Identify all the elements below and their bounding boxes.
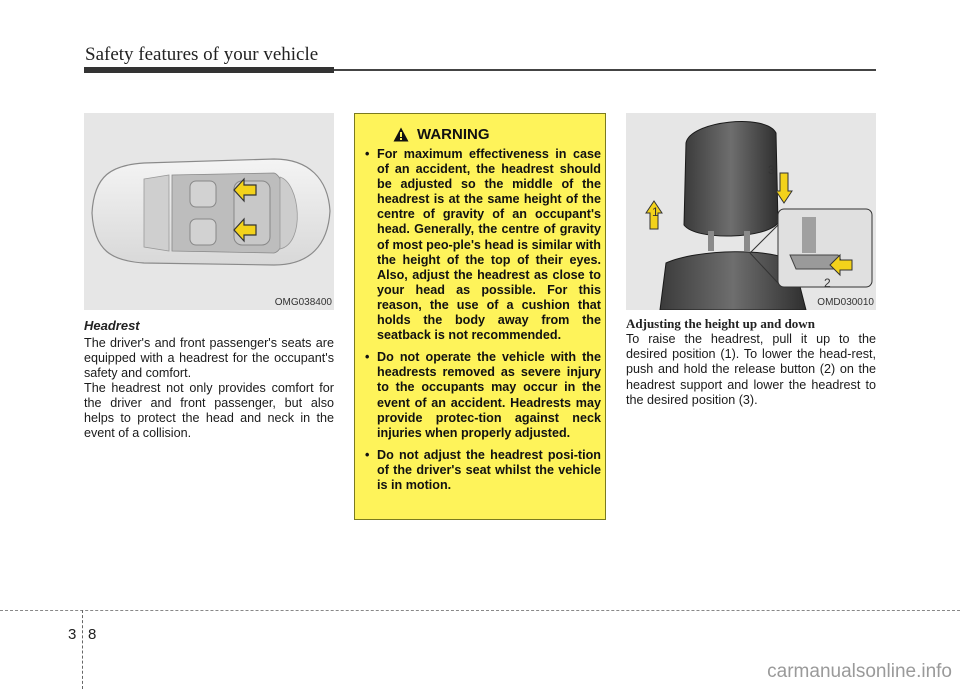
- car-top-view-figure: [84, 113, 334, 310]
- section-heading-headrest: Headrest: [84, 318, 140, 333]
- figure-code: OMG038400: [274, 297, 332, 308]
- warning-header: [393, 126, 490, 143]
- body-paragraph: The headrest not only provides comfort for the driver and front passenger, but also helps to protect the head and neck in the event of a collision.: [84, 381, 334, 440]
- warning-title: WARNING: [417, 126, 490, 143]
- page-header-title: Safety features of your vehicle: [85, 44, 319, 65]
- body-paragraph: To raise the headrest, pull it up to the desired position (1). To lower the head-rest, push and hold the release button (2) on the headrest support and lower the headrest to the desired position (3).: [626, 332, 876, 407]
- page-divider: [82, 610, 83, 689]
- watermark: carmanualsonline.info: [767, 661, 952, 682]
- figure-code: OMD030010: [817, 297, 874, 308]
- header-rule-accent: [84, 67, 334, 73]
- figure-label: 3: [768, 163, 775, 177]
- page-number: 8: [88, 626, 97, 643]
- figure-label: 1: [652, 205, 659, 219]
- warning-list: [363, 147, 601, 500]
- figure-label: 2: [824, 276, 831, 290]
- headrest-illustration: [626, 113, 876, 310]
- warning-item: • For maximum effectiveness in case of an accident, the headrest should be adjusted so the middle of the headrest is at the same height of the centre of gravity of an occupant's head. Generally, the centre of gravity of most peo-ple's head is similar with the height of the top of their eyes. Also, adjust the headrest as close to your head as possible. For this reason, the use of a cushion that holds the body away from the seatback is not recommended.: [365, 147, 601, 343]
- warning-item: • Do not adjust the headrest posi-tion of the driver's seat whilst the vehicle is in motion.: [365, 447, 601, 492]
- headrest-adjust-figure: [626, 113, 876, 310]
- footer-rule: [0, 610, 960, 611]
- car-top-view-illustration: [84, 113, 334, 310]
- warning-box: [354, 113, 606, 520]
- warning-item: • Do not operate the vehicle with the headrests removed as severe injury to the occupants may occur in the event of an accident. Headrests may provide protec-tion against neck injuries when properly adjusted.: [365, 350, 601, 440]
- warning-triangle-icon: [393, 127, 409, 142]
- section-heading-adjust-height: Adjusting the height up and down: [626, 316, 815, 331]
- page-chapter-number: 3: [68, 626, 77, 643]
- body-paragraph: The driver's and front passenger's seats are equipped with a headrest for the occupant's safety and comfort.: [84, 336, 334, 380]
- bullet-glyph: •: [365, 350, 370, 365]
- bullet-glyph: •: [365, 147, 370, 161]
- bullet-glyph: •: [365, 447, 370, 462]
